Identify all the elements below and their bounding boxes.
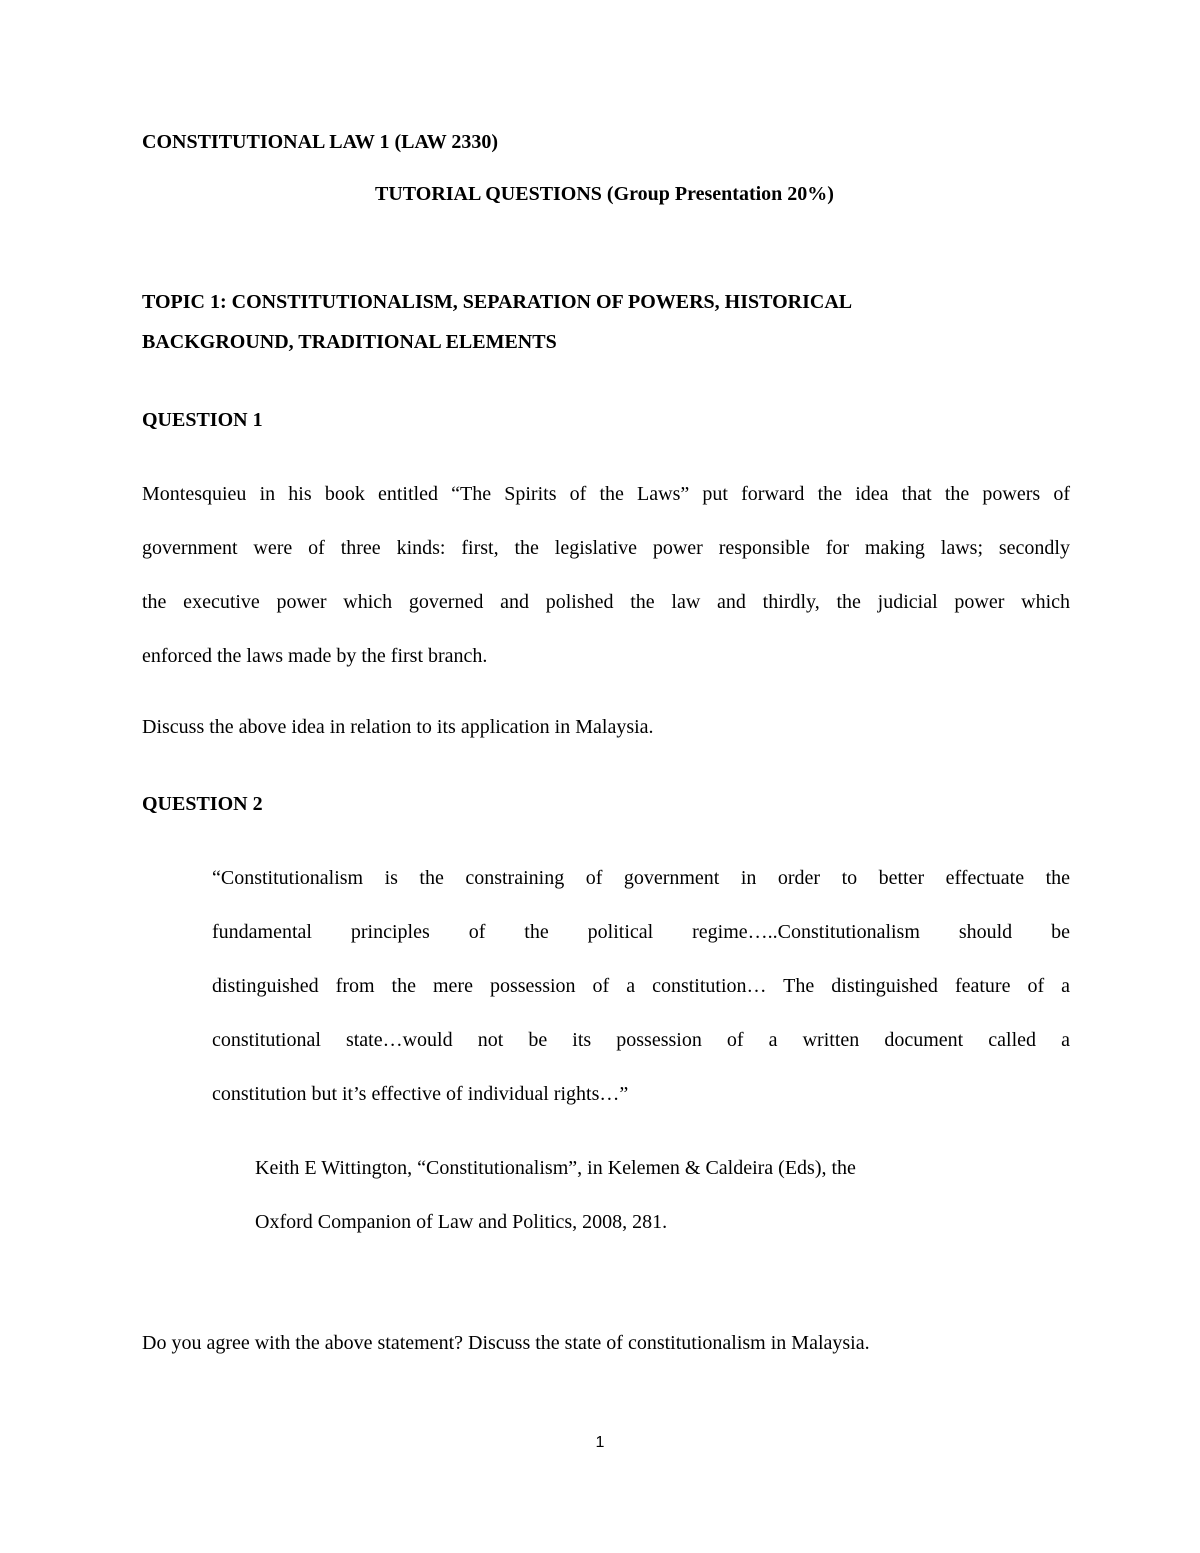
question-1-heading: QUESTION 1 xyxy=(142,409,263,431)
quote-line: constitution but it’s effective of individual rights…” xyxy=(212,1083,629,1105)
question-2-heading: QUESTION 2 xyxy=(142,793,263,815)
quote-line: constitutional state…would not be its possession of a written document called a xyxy=(212,1029,1070,1051)
tutorial-title: TUTORIAL QUESTIONS (Group Presentation 20%) xyxy=(375,183,834,205)
question-2-discussion: Do you agree with the above statement? Discuss the state of constitutionalism in Malaysia. xyxy=(142,1332,870,1354)
question-1-line: government were of three kinds: first, the legislative power responsible for making laws; secondly xyxy=(142,537,1070,559)
question-1-line: Montesquieu in his book entitled “The Spirits of the Laws” put forward the idea that the powers of xyxy=(142,483,1070,505)
question-1-line: enforced the laws made by the first branch. xyxy=(142,645,488,667)
question-1-line: the executive power which governed and polished the law and thirdly, the judicial power which xyxy=(142,591,1070,613)
question-1-body xyxy=(142,467,1070,683)
quote-citation xyxy=(255,1141,856,1249)
quote-line: distinguished from the mere possession of a constitution… The distinguished feature of a xyxy=(212,975,1070,997)
citation-line: Oxford Companion of Law and Politics, 2008, 281. xyxy=(255,1211,668,1233)
question-2-quote xyxy=(212,851,1070,1121)
quote-line: fundamental principles of the political regime…..Constitutionalism should be xyxy=(212,921,1070,943)
quote-line: “Constitutionalism is the constraining of government in order to better effectuate the xyxy=(212,867,1070,889)
topic-heading-line-1: TOPIC 1: CONSTITUTIONALISM, SEPARATION OF POWERS, HISTORICAL xyxy=(142,291,853,313)
course-title: CONSTITUTIONAL LAW 1 (LAW 2330) xyxy=(142,131,499,153)
page-number: 1 xyxy=(595,1434,605,1451)
topic-heading-line-2: BACKGROUND, TRADITIONAL ELEMENTS xyxy=(142,331,557,353)
question-1-discussion: Discuss the above idea in relation to its application in Malaysia. xyxy=(142,716,654,738)
citation-line: Keith E Wittington, “Constitutionalism”, in Kelemen & Caldeira (Eds), the xyxy=(255,1157,856,1179)
